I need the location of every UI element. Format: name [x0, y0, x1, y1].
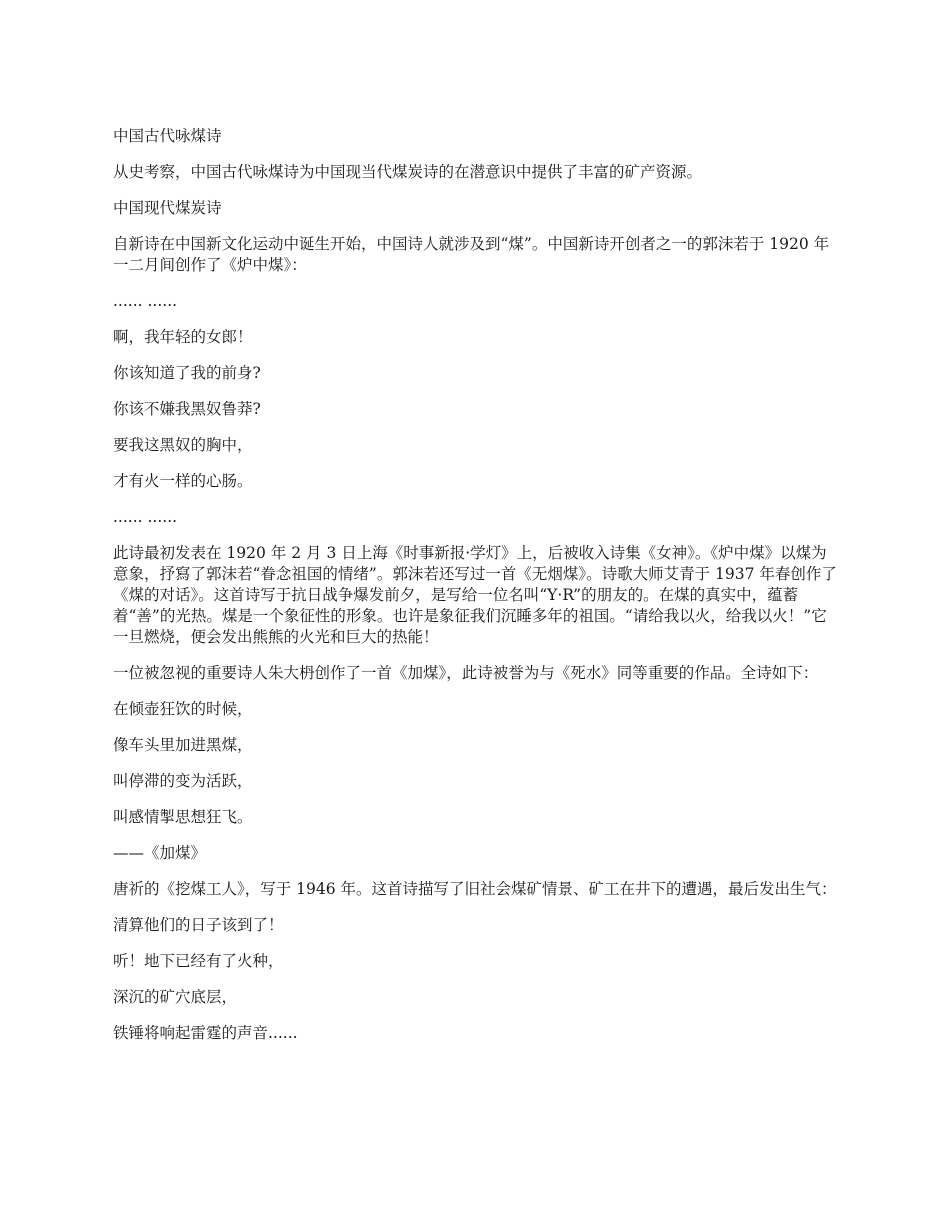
poem-line: 要我这黑奴的胸中，	[113, 436, 253, 454]
poem-line: 你该不嫌我黑奴鲁莽?	[113, 400, 261, 418]
paragraph-publication-history: 此诗最初发表在 1920 年 2 月 3 日上海《时事新报·学灯》上，后被收入诗集《女神》。《炉中煤》以煤为意象，抒寫了郭沫若“眷念祖国的情绪”。郭沫若还写过一首《无烟煤》。诗歌大师艾青于 1937 年春创作了《煤的对话》。这首诗写于抗日战争爆发前夕，是写给一位名叫“Y·R”的朋友的。在煤的真实中，蕴蓄着“善”的光热。煤是一个象征性的形象。也许是象征我们沉睡多年的祖国。“请给我以火，给我以火！”它一旦燃烧，便会发出熊熊的火光和巨大的热能！	[113, 544, 837, 646]
poem-line: 清算他们的日子该到了！	[113, 916, 284, 934]
ellipsis-line: ...... ......	[113, 292, 178, 310]
poem-line: 你该知道了我的前身?	[113, 364, 261, 382]
poem-line: 在倾壶狂饮的时候，	[113, 700, 253, 718]
poem-line: 才有火一样的心肠。	[113, 472, 253, 490]
poem-line: 铁锤将响起雷霆的声音......	[113, 1024, 298, 1042]
paragraph-ancient-intro: 从史考察，中国古代咏煤诗为中国现当代煤炭诗的在潜意识中提供了丰富的矿产资源。	[113, 163, 703, 181]
poem-line: 像车头里加进黑煤，	[113, 736, 253, 754]
poem-line: 叫感情掣思想狂飞。	[113, 808, 253, 826]
document-body	[113, 126, 840, 1059]
paragraph-zhu-dazhen-intro: 一位被忽视的重要诗人朱大枬创作了一首《加煤》，此诗被誉为与《死水》同等重要的作品。全诗如下：	[113, 664, 819, 682]
poem-line: 听！地下已经有了火种，	[113, 952, 284, 970]
paragraph-tang-qi-intro: 唐祈的《挖煤工人》，写于 1946 年。这首诗描写了旧社会煤矿情景、矿工在井下的遭遇，最后发出生气：	[113, 880, 837, 898]
poem-line: 叫停滞的变为活跃，	[113, 772, 253, 790]
heading-ancient-coal-poems: 中国古代咏煤诗	[113, 127, 222, 145]
paragraph-guo-moruo-intro: 自新诗在中国新文化运动中诞生开始，中国诗人就涉及到“煤”。中国新诗开创者之一的郭沫若于 1920 年一二月间创作了《炉中煤》：	[113, 235, 830, 274]
ellipsis-line: ...... ......	[113, 508, 178, 526]
poem-attribution: ——《加煤》	[113, 844, 207, 862]
poem-line: 啊，我年轻的女郎！	[113, 328, 253, 346]
heading-modern-coal-poems: 中国现代煤炭诗	[113, 199, 222, 217]
poem-line: 深沉的矿穴底层，	[113, 988, 238, 1006]
